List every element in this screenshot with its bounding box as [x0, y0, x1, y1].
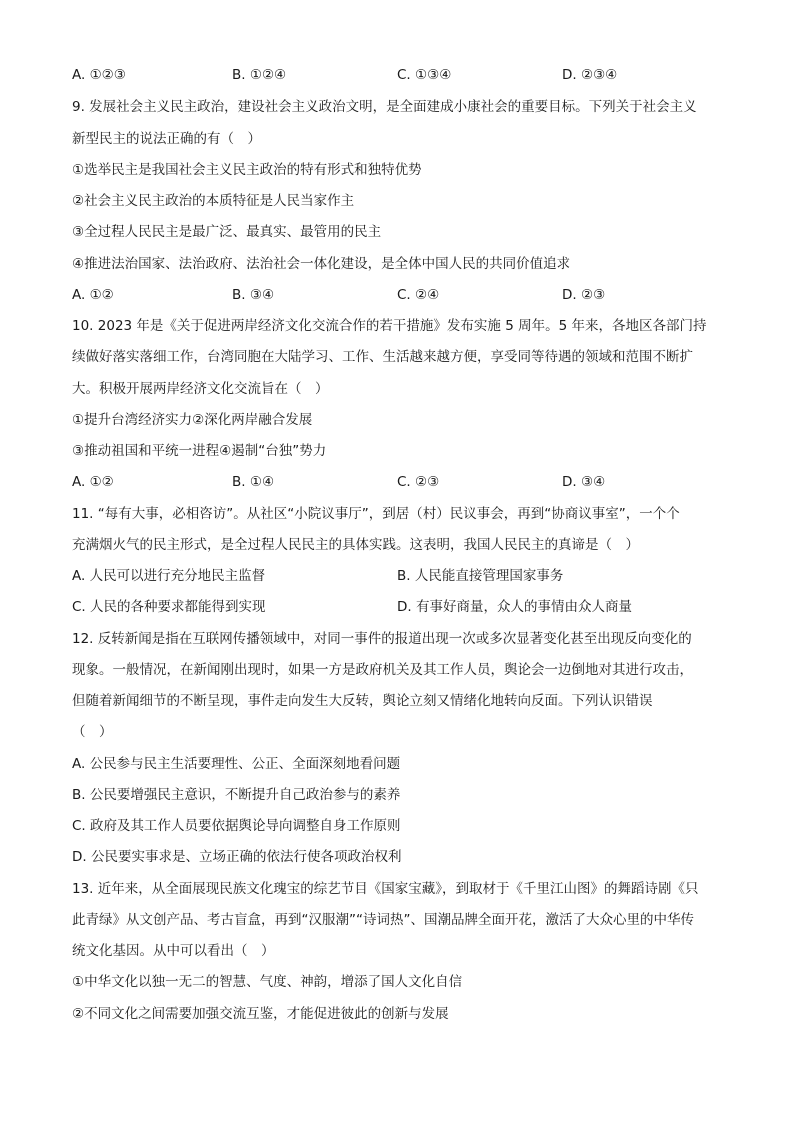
q13-stem-line: 统文化基因。从中可以看出（ ）: [72, 943, 275, 959]
option-c: C. ②③: [397, 474, 440, 490]
option-b: B. 人民能直接管理国家事务: [397, 568, 564, 584]
option-d: D. ②③: [562, 287, 606, 303]
q13-stem-line: 此青绿》从文创产品、考古盲盒，再到“汉服潮”“诗词热”、国潮品牌全面开花，激活了大众心里的中华传: [72, 912, 694, 928]
q9-item: ③全过程人民民主是最广泛、最真实、最管用的民主: [72, 224, 382, 240]
q10-options: [72, 472, 732, 492]
q12-stem-line: 12. 反转新闻是指在互联网传播领域中，对同一事件的报道出现一次或多次显著变化甚至出现反向变化的: [72, 631, 692, 647]
q12-stem-line: 现象。一般情况，在新闻刚出现时，如果一方是政府机关及其工作人员，舆论会一边倒地对其进行攻击，: [72, 662, 693, 678]
option-a: A. 公民参与民主生活要理性、公正、全面深刻地看问题: [72, 756, 401, 772]
q10-item: ①提升台湾经济实力②深化两岸融合发展: [72, 412, 313, 428]
q13-item: ①中华文化以独一无二的智慧、气度、神韵，增添了国人文化自信: [72, 974, 463, 990]
q10-stem-line: 10. 2023 年是《关于促进两岸经济文化交流合作的若干措施》发布实施 5 周年。5 年来，各地区各部门持: [72, 318, 707, 334]
q11-options-row: [72, 597, 732, 617]
q11-stem-line: 11. “每有大事，必相咨访”。从社区“小院议事厅”，到居（村）民议事会，再到“协商议事室”，一个个: [72, 506, 680, 522]
option-b: B. ①④: [232, 474, 275, 490]
q10-stem-line: 续做好落实落细工作，台湾同胞在大陆学习、工作、生活越来越方便，享受同等待遇的领域和范围不断扩: [72, 349, 693, 365]
option-d: D. 有事好商量，众人的事情由众人商量: [397, 599, 632, 615]
option-b: B. ③④: [232, 287, 275, 303]
option-a: A. ①②: [72, 287, 114, 303]
q9-stem-line: 新型民主的说法正确的有（ ）: [72, 131, 261, 147]
option-a: A. ①②③: [72, 67, 126, 83]
q13-item: ②不同文化之间需要加强交流互鉴，才能促进彼此的创新与发展: [72, 1006, 449, 1022]
q9-item: ①选举民主是我国社会主义民主政治的特有形式和独特优势: [72, 162, 422, 178]
q12-stem-line: 但随着新闻细节的不断呈现，事件走向发生大反转，舆论立刻又情绪化地转向反面。下列认识错误: [72, 693, 653, 709]
q9-options: [72, 285, 732, 305]
option-b: B. 公民要增强民主意识，不断提升自己政治参与的素养: [72, 787, 401, 803]
q9-stem-line: 9. 发展社会主义民主政治，建设社会主义政治文明，是全面建成小康社会的重要目标。下列关于社会主义: [72, 99, 697, 115]
q10-stem-line: 大。积极开展两岸经济文化交流旨在（ ）: [72, 381, 329, 397]
q11-stem-line: 充满烟火气的民主形式，是全过程人民民主的具体实践。这表明，我国人民民主的真谛是（ ）: [72, 537, 639, 553]
option-d: D. 公民要实事求是、立场正确的依法行使各项政治权利: [72, 849, 402, 865]
option-c: C. 政府及其工作人员要依据舆论导向调整自身工作原则: [72, 818, 401, 834]
option-d: D. ③④: [562, 474, 606, 490]
q12-stem-line: （ ）: [72, 724, 113, 740]
option-a: A. ①②: [72, 474, 114, 490]
option-c: C. ②④: [397, 287, 440, 303]
q9-item: ④推进法治国家、法治政府、法治社会一体化建设，是全体中国人民的共同价值追求: [72, 256, 571, 272]
option-c: C. ①③④: [397, 67, 452, 83]
q8-options: [72, 65, 732, 85]
q9-item: ②社会主义民主政治的本质特征是人民当家作主: [72, 193, 355, 209]
option-c: C. 人民的各种要求都能得到实现: [72, 599, 266, 615]
option-a: A. 人民可以进行充分地民主监督: [72, 568, 266, 584]
q10-item: ③推动祖国和平统一进程④遏制“台独”势力: [72, 443, 327, 459]
q13-stem-line: 13. 近年来，从全面展现民族文化瑰宝的综艺节目《国家宝藏》，到取材于《千里江山图》的舞蹈诗剧《只: [72, 881, 699, 897]
q11-options-row: [72, 566, 732, 586]
option-b: B. ①②④: [232, 67, 287, 83]
option-d: D. ②③④: [562, 67, 618, 83]
